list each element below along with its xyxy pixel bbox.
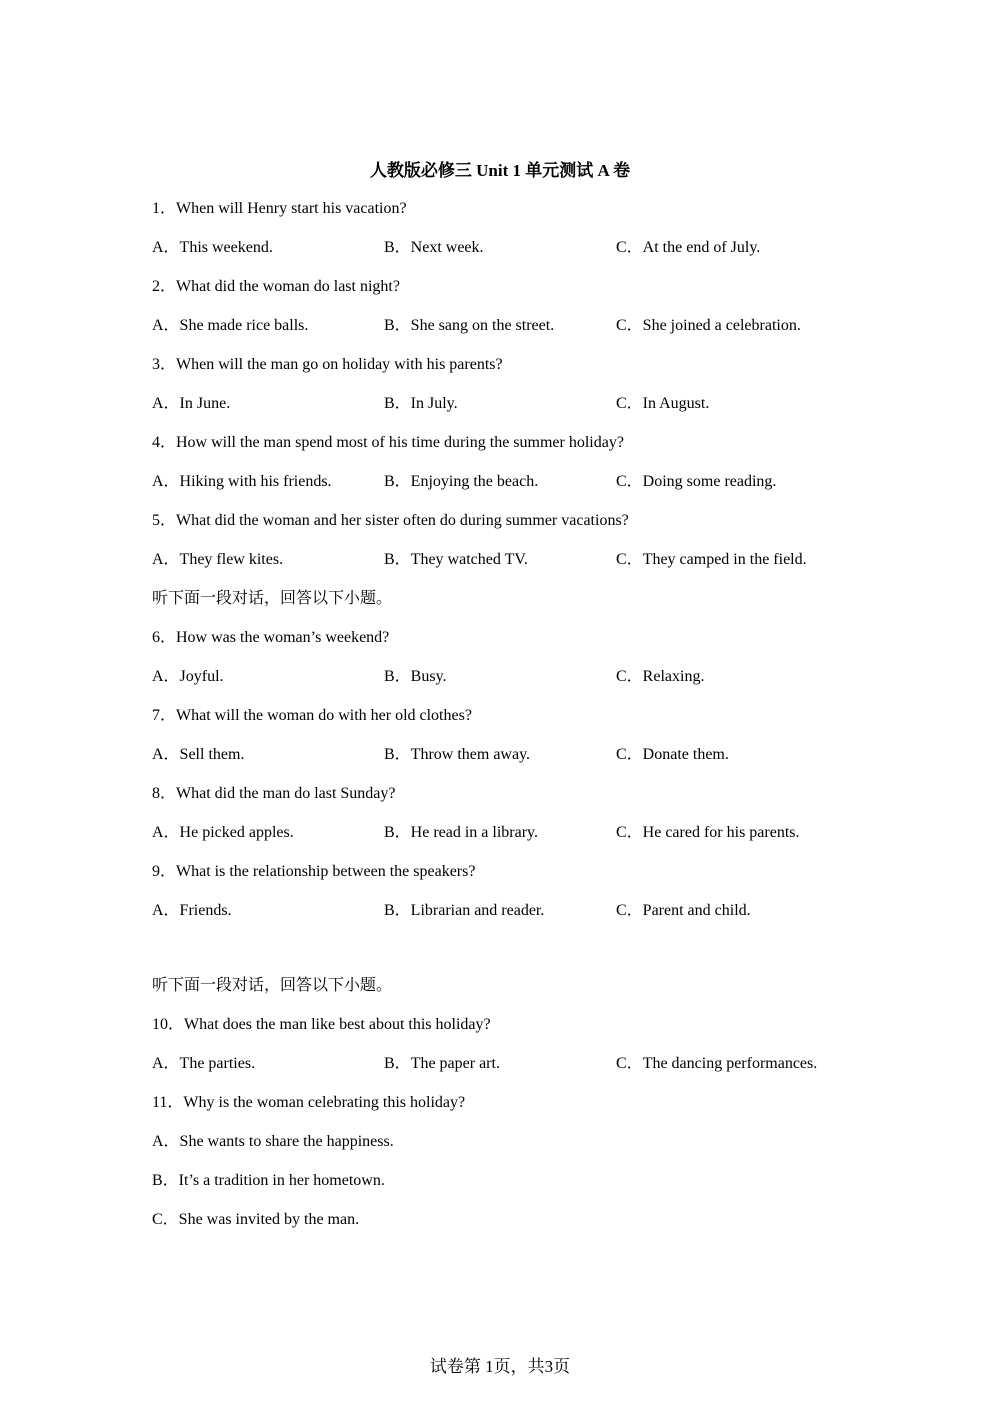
option-2c: C．She joined a celebration. — [616, 317, 801, 334]
page-title: 人教版必修三 Unit 1 单元测试 A 卷 — [369, 161, 631, 180]
option-11b: B．It’s a tradition in her hometown. — [152, 1172, 385, 1189]
options-1 — [152, 237, 872, 276]
option-7a: A．Sell them. — [152, 746, 245, 763]
option-10a: A．The parties. — [152, 1055, 256, 1072]
option-4b: B．Enjoying the beach. — [384, 473, 539, 490]
question-6: 6．How was the woman’s weekend? — [152, 629, 390, 646]
options-7 — [152, 744, 872, 783]
question-8: 8．What did the man do last Sunday? — [152, 785, 396, 802]
options-9 — [152, 900, 872, 939]
option-1a: A．This weekend. — [152, 239, 273, 256]
option-8c: C．He cared for his parents. — [616, 824, 800, 841]
question-2: 2．What did the woman do last night? — [152, 278, 400, 295]
options-10 — [152, 1053, 872, 1092]
option-4a: A．Hiking with his friends. — [152, 473, 332, 490]
question-5: 5．What did the woman and her sister often do during summer vacations? — [152, 512, 629, 529]
option-1b: B．Next week. — [384, 239, 484, 256]
option-3a: A．In June. — [152, 395, 231, 412]
question-4: 4．How will the man spend most of his time during the summer holiday? — [152, 434, 624, 451]
section-gap — [152, 939, 872, 975]
question-list — [152, 198, 872, 1248]
option-9b: B．Librarian and reader. — [384, 902, 545, 919]
option-6c: C．Relaxing. — [616, 668, 705, 685]
options-6 — [152, 666, 872, 705]
option-11c: C．She was invited by the man. — [152, 1211, 360, 1228]
option-6b: B．Busy. — [384, 668, 447, 685]
option-2a: A．She made rice balls. — [152, 317, 309, 334]
question-3: 3．When will the man go on holiday with his parents? — [152, 356, 503, 373]
instruction-1: 听下面一段对话，回答以下小题。 — [152, 590, 393, 607]
option-1c: C．At the end of July. — [616, 239, 761, 256]
option-7c: C．Donate them. — [616, 746, 729, 763]
options-3 — [152, 393, 872, 432]
options-2 — [152, 315, 872, 354]
instruction-2: 听下面一段对话，回答以下小题。 — [152, 977, 393, 994]
question-11: 11．Why is the woman celebrating this holiday? — [152, 1094, 466, 1111]
option-5c: C．They camped in the field. — [616, 551, 807, 568]
options-8 — [152, 822, 872, 861]
options-5 — [152, 549, 872, 588]
option-5b: B．They watched TV. — [384, 551, 528, 568]
question-9: 9．What is the relationship between the speakers? — [152, 863, 476, 880]
option-4c: C．Doing some reading. — [616, 473, 777, 490]
option-10c: C．The dancing performances. — [616, 1055, 818, 1072]
option-8a: A．He picked apples. — [152, 824, 294, 841]
question-1: 1．When will Henry start his vacation? — [152, 200, 407, 217]
option-9c: C．Parent and child. — [616, 902, 751, 919]
option-6a: A．Joyful. — [152, 668, 224, 685]
option-3c: C．In August. — [616, 395, 710, 412]
option-5a: A．They flew kites. — [152, 551, 284, 568]
option-9a: A．Friends. — [152, 902, 232, 919]
option-10b: B．The paper art. — [384, 1055, 500, 1072]
option-3b: B．In July. — [384, 395, 458, 412]
option-7b: B．Throw them away. — [384, 746, 531, 763]
option-11a: A．She wants to share the happiness. — [152, 1133, 394, 1150]
question-10: 10．What does the man like best about this holiday? — [152, 1016, 491, 1033]
option-8b: B．He read in a library. — [384, 824, 539, 841]
page-footer: 试卷第 1页，共3页 — [429, 1357, 571, 1376]
options-4 — [152, 471, 872, 510]
option-2b: B．She sang on the street. — [384, 317, 555, 334]
question-7: 7．What will the woman do with her old clothes? — [152, 707, 472, 724]
